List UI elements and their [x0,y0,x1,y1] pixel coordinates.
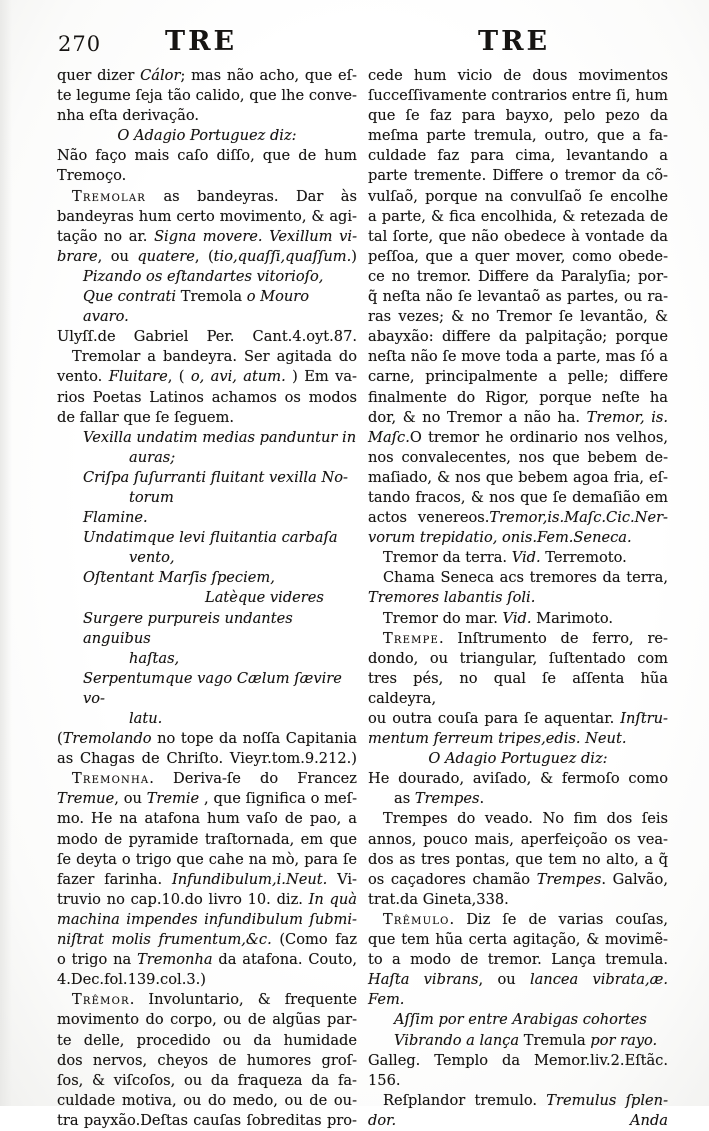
text-run: actos venereos. [368,509,490,527]
text-line [368,548,668,568]
text-run: bandeyras hum certo movimento, & agi- [57,207,357,225]
text-run: Cálor [140,67,181,84]
text-line [57,166,357,186]
text-run: Trempes [536,870,602,888]
text-run: Tremor da terra. [383,549,512,567]
text-run: mo. He na atafona hum vaſo de pao, a [57,810,357,828]
text-run: abayxão: differe da palpitação; porque [368,328,668,346]
text-run: as Chagas de Chriſto. Vieyr.tom.9.212.) [57,750,357,768]
text-line [368,749,668,769]
text-line [368,408,668,428]
text-line [368,830,668,850]
text-line [57,106,357,126]
text-run: Reſplandor tremulo. [383,1091,547,1109]
text-run: truvio no cap.10.do livro 10. diz. [57,890,309,908]
text-line [57,388,357,408]
text-line [57,1111,357,1131]
text-line [57,669,357,709]
text-line [57,850,357,870]
text-line [57,970,357,990]
text-line [368,287,668,307]
text-line [57,1010,357,1030]
text-run: tres pés, no qual ſe aſſenta hũa caldeyra, [368,669,668,707]
text-run: as bandeyras. Dar às [146,187,357,205]
text-run: o, avi, atum. [190,368,286,386]
running-title-left: TRE [165,26,238,57]
text-line [57,86,357,106]
text-run: parte tremente. Differe o tremor da cõ- [368,167,668,185]
text-run: , ou [97,247,138,265]
text-line [368,1051,668,1071]
text-line [57,1051,357,1071]
text-line [368,106,668,126]
text-run: Signa movere. Vexillum vi- [154,227,357,245]
text-line [57,488,357,508]
text-run: Fluitare [108,368,168,386]
text-run: que tem hũa certa agitação, & movimẽ- [368,931,668,949]
text-line [368,347,668,367]
text-run: Tremoço. [57,167,127,185]
text-run: tra payxão.Deſtas cauſas ſobreditas pro- [57,1111,357,1129]
text-run: ſucceſſivamente contrarios entre ſi, hum [368,87,668,105]
text-run: os caçadores chamão [368,870,537,888]
text-run: torum [129,488,174,506]
text-run: Serpentumque vago Cælum ſævire vo- [83,669,342,707]
text-line [57,287,357,327]
text-run: neſta não ſe move toda a parte, mas ſó a [368,348,668,366]
text-run: ce no tremor. Differe da Paralyſia; por- [368,267,668,285]
text-line [368,669,668,709]
text-run: Tremonha [72,770,150,788]
text-line [368,588,668,608]
text-line [57,950,357,970]
text-run: Flamine. [83,509,148,527]
text-run: Haſta vibrans [368,971,479,989]
text-run: , que ſignifica o meſ- [199,790,357,808]
text-run: O tremor he ordinario nos velhos, [409,428,668,446]
text-run: de fallar que ſe ſeguem. [57,408,234,426]
text-run: culdade faz para cima, levantando a [368,147,668,165]
text-line [57,709,357,729]
text-run: Anda [630,1111,668,1129]
text-run: o trigo na [57,951,138,969]
text-line [57,789,357,809]
text-run: Vid. [502,609,532,627]
text-line [368,227,668,247]
text-line [57,609,357,649]
text-run: ras vezes; & no Tremor ſe levantão, & [368,308,668,326]
text-run: O Adagio Portuguez diz: [428,750,608,768]
text-run: Galleg. Templo da Memor.liv.2.Eſtãc. [368,1051,668,1069]
text-run: Tremie [146,790,200,808]
running-title-right: TRE [478,26,551,57]
text-run: movimento do corpo, ou de algũas par- [57,1011,357,1029]
text-line [368,488,668,508]
text-line [368,247,668,267]
text-run: que ſe faz para bayxo, pelo pezo da [368,107,668,125]
text-run: Vi- [327,870,357,888]
text-run: (Como faz [271,931,358,949]
text-run: Tremor do mar. [383,609,503,627]
text-line [57,910,357,930]
text-line [57,267,357,287]
text-line [368,930,668,950]
text-run: finalmente do Rigor, porque neſte ha [368,388,668,406]
text-run: da atafona. Couto, [212,951,357,969]
text-run: nha eſta derivação. [57,107,199,125]
text-run: Tremola [176,288,247,306]
text-line [368,769,668,789]
text-run: ſos, & viſcoſos, ou da fraqueza da fa- [57,1071,357,1089]
text-run-group [368,1111,396,1131]
text-run: niſtrat molis frumentum,&c. [57,931,272,949]
text-run: Aſſim por entre Arabigas cohortes [394,1011,647,1029]
text-run: tando fracos, & nos que ſe demaſião em [368,488,668,506]
text-run: culdade motiva, ou do medo, ou de ou- [57,1091,357,1109]
text-line [368,890,668,910]
text-run: vento. [57,368,109,386]
text-run: auras; [129,448,176,466]
text-run: . [479,790,485,808]
text-line [57,729,357,749]
text-run: Tremores labantis ſoli. [368,589,536,607]
scan-edge-shadow [0,0,12,1106]
text-run: Marimoto. [531,609,614,627]
text-line [57,227,357,247]
text-run: Tremula [519,1031,591,1049]
text-run: Criſpa ſuſurranti fluitant vexilla No- [83,468,348,486]
text-line [57,528,357,548]
text-run: Infundibulum,i.Neut. [171,870,328,888]
text-run: carne, principalmente a pelle; differe [368,368,668,386]
text-line [368,1071,668,1091]
text-line [57,247,357,267]
text-run: Ulyſſ.de Gabriel Per. Cant.4.oyt.87. [57,328,357,346]
text-run: peſſoa, que a quer mover, como obede- [368,247,668,265]
text-line [368,1031,668,1051]
text-line [368,789,668,809]
text-line [57,588,357,608]
text-run: Surgere purpureis undantes anguibus [83,609,293,647]
text-run: o Mouro avaro. [83,288,310,326]
text-run: Trêmor [72,991,130,1009]
text-run: tal ſorte, que não obedece à vontade da [368,227,668,245]
text-run: annos, pouco mais, aperfeiçoão os vea- [368,830,668,848]
text-line [368,66,668,86]
text-run: . Inſtrumento de ferro, re- [439,629,668,647]
text-run: Latèque videres [205,589,324,607]
text-run: dos nervos, cheyos de humores groſ- [57,1051,357,1069]
text-run: 4.Dec.fol.139.col.3.) [57,971,206,989]
text-line [368,649,668,669]
text-run: por rayo. [590,1031,658,1049]
text-run: Tremolar [72,187,146,205]
text-line [368,448,668,468]
text-line [57,1071,357,1091]
text-run: Maſc. [368,428,410,446]
text-run: Tremue [57,790,115,808]
text-run: O Adagio Portuguez diz: [117,127,297,145]
text-line [368,870,668,890]
text-run: machina impendes infundibulum ſubmi- [57,910,357,928]
text-run: . Galvão, [601,870,668,888]
text-line [57,990,357,1010]
text-run: In quà [308,890,357,908]
text-run-group [630,1111,668,1131]
text-line [57,1031,357,1051]
text-line [368,1111,668,1131]
text-line [57,367,357,387]
text-run: maſiado, & nos que bebem agoa fria, eſ- [368,468,668,486]
text-line [57,870,357,890]
text-run: Tremor, is. [586,408,668,426]
text-run: Que contrati [83,288,177,306]
text-line [368,187,668,207]
text-run: , ( [167,368,191,386]
text-run: a parte, & fica encolhida, & retezada de [368,207,668,225]
text-run: no tope da noſſa Capitania [151,730,357,748]
text-run: dondo, ou triangular, ſuſtentado com [368,649,668,667]
text-line [57,548,357,568]
text-run: ou outra couſa para ſe aquentar. [368,710,621,727]
text-run: 156. [368,1071,401,1089]
text-run: modo de pyramide traſtornada, em que [57,830,357,848]
text-line [57,187,357,207]
text-run: as [394,790,415,808]
text-run: dor, & no Tremor a não ha. [368,408,587,426]
text-line [57,347,357,367]
text-run: brare [57,247,98,265]
text-line [368,729,668,749]
text-line [368,850,668,870]
text-line [57,1091,357,1111]
text-run: haſtas, [129,649,180,667]
text-run: Tremonha [137,951,213,969]
text-line [368,809,668,829]
text-line [57,126,357,146]
text-line [57,428,357,448]
text-line [57,930,357,950]
text-run: cede hum vicio de dous movimentos [368,67,668,84]
text-line [368,950,668,970]
text-run: Tremolar a bandeyra. Ser agitada do [72,348,357,366]
text-run: Tremolando [62,730,152,748]
text-line [57,327,357,347]
text-line [368,126,668,146]
text-line [368,528,668,548]
text-line [368,86,668,106]
text-line [368,267,668,287]
text-run: te delle, procedido ou da humidade [57,1031,357,1049]
text-run: tio,quaſſi,quaſſum. [213,247,352,265]
text-run: latu. [129,710,163,727]
text-run: ; mas não acho, que eſ- [180,67,357,84]
text-run: quatere [137,247,195,265]
text-run: Pizando os eſtandartes vitorioſo, [83,267,324,285]
text-line [57,649,357,669]
text-line [57,769,357,789]
text-run: quer dizer [57,67,141,84]
text-run: Trempes do veado. No fim dos ſeis [383,810,668,828]
text-run: Terremoto. [540,549,627,567]
text-line [57,809,357,829]
text-run: Trempe [383,629,440,647]
text-line [57,508,357,528]
text-line [368,709,668,729]
text-run: . Involuntario, & frequente [129,991,357,1009]
text-run: Vexilla undatim medias panduntur in [83,428,357,446]
text-run: Trempes [414,790,480,808]
text-run: Undatimque levi fluitantia carbaſa [83,529,338,547]
text-run: Inſtru- [620,710,668,727]
right-column [368,66,668,1131]
text-line [57,830,357,850]
text-run: vorum trepidatio, onis.Fem.Seneca. [368,529,632,547]
text-run: nos convalecentes, nos que bebem de- [368,448,668,466]
text-line [368,307,668,327]
text-line [368,568,668,588]
text-run: , ( [194,247,214,265]
text-run: tação no ar. [57,227,155,245]
text-run: ſe deyta o trigo que cahe na mò, para ſe [57,850,357,868]
text-run: Tremor,is.Maſc.Cic.Ner- [489,509,668,527]
text-run: Vibrando a lança [394,1031,520,1049]
text-run: . Diz ſe de varias couſas, [449,910,668,928]
text-run: vulſaõ, porque na convulſaõ ſe encolhe [368,187,668,205]
text-line [57,468,357,488]
page-number: 270 [58,32,102,56]
text-run: fazer farinha. [57,870,172,888]
text-run: lancea vibrata,æ. Fem. [368,971,668,1009]
text-line [368,388,668,408]
text-line [368,207,668,227]
left-column [57,66,357,1131]
text-line [368,327,668,347]
text-run: ) Em va- [285,368,357,386]
text-line [57,207,357,227]
text-run: meſma parte tremula, outro, que a fa- [368,127,668,145]
text-line [368,367,668,387]
text-run: He dourado, aviſado, & fermoſo como [368,770,668,788]
text-run: dor. [368,1111,397,1129]
page-header [0,26,709,60]
text-run: , ou [114,790,147,808]
text-line [368,146,668,166]
text-line [368,970,668,1010]
text-run: Tremulus ſplen- [546,1091,668,1109]
text-line [368,1091,668,1111]
text-run: Oſtentant Marſis ſpeciem, [83,569,275,587]
text-line [57,448,357,468]
text-run: Chama Seneca acs tremores da terra, [383,569,668,587]
text-run: Não faço mais caſo diſſo, que de hum [57,147,357,165]
text-run: Trêmulo [383,910,450,928]
text-run: ( [57,730,63,748]
text-line [57,408,357,428]
text-line [57,568,357,588]
text-run: . Deriva-ſe do Francez [149,770,357,788]
text-run: , ou [478,971,530,989]
text-run: rios Poetas Latinos achamos os modos [57,388,357,406]
text-run: te legume ſeja tão calido, que lhe conve- [57,87,357,105]
text-line [368,508,668,528]
text-line [57,146,357,166]
text-run: to a modo de tremor. Lança tremula. [368,951,668,969]
text-line [368,609,668,629]
text-line [368,910,668,930]
text-line [57,749,357,769]
text-line [368,629,668,649]
text-run: q̃ neſta não ſe levantaõ as partes, ou ra- [368,288,668,306]
text-line [57,890,357,910]
text-run: Vid. [511,549,541,567]
text-run: mentum ferreum tripes,edis. Neut. [368,730,627,748]
text-line [368,428,668,448]
text-line [368,1010,668,1030]
text-run: vento, [129,549,175,567]
text-run: dos as tres pontas, que tem no alto, a q̃ [368,850,668,868]
text-line [368,166,668,186]
text-line [368,468,668,488]
text-run: ) [351,247,357,265]
text-run: trat.da Gineta,338. [368,890,509,908]
text-line [57,66,357,86]
